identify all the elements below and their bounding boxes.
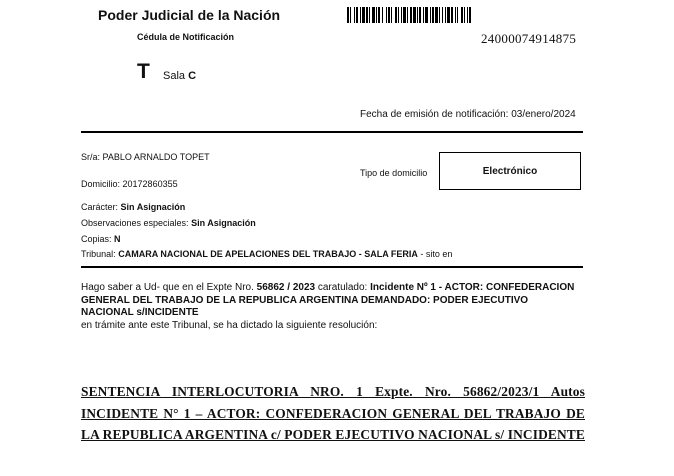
tribunal-line: [81, 249, 452, 259]
copias-line: [81, 234, 121, 244]
domicilio-label: Domicilio:: [81, 179, 121, 189]
observaciones-label: Observaciones especiales:: [81, 218, 189, 228]
caracter-value: Sin Asignación: [120, 202, 186, 212]
body-caratulado: caratulado:: [317, 282, 368, 293]
sr-label: Sr/a:: [81, 152, 101, 162]
sala-label: Sala: [163, 70, 186, 82]
sala-value: C: [188, 70, 197, 82]
barcode-number: 24000074914875: [481, 31, 577, 46]
tipo-domicilio-box: [439, 152, 581, 190]
notification-body: [81, 282, 581, 332]
divider-middle: [81, 266, 583, 268]
divider-top: [81, 131, 583, 133]
sala-letter: T: [137, 60, 150, 83]
sala-label-line: [163, 70, 196, 82]
barcode: [347, 7, 582, 23]
domicilio-line: [81, 179, 178, 189]
body-intro: Hago saber a Ud- que en el Expte Nro.: [81, 282, 254, 293]
domicilio-value: 20172860355: [122, 179, 178, 189]
observaciones-value: Sin Asignación: [191, 218, 256, 228]
sr-value: PABLO ARNALDO TOPET: [102, 152, 210, 162]
copias-value: N: [114, 234, 121, 244]
sentencia-heading: SENTENCIA INTERLOCUTORIA NRO. 1 Expte. Nro. 56862/2023/1 Autos INCIDENTE N° 1 – ACTOR: CONFEDERACION GENERAL DEL TRABAJO DE LA REPUBLICA ARGENTINA c/ PODER EJECUTIVO NACIONAL s/ INCIDENTE: [81, 384, 585, 442]
document-subtitle: Cédula de Notificación: [137, 32, 235, 42]
fecha-emision: Fecha de emisión de notificación: 03/enero/2024: [360, 109, 576, 120]
body-tramite: en trámite ante este Tribunal, se ha dictado la siguiente resolución:: [81, 319, 378, 331]
tribunal-label: Tribunal:: [81, 249, 116, 259]
observaciones-line: [81, 218, 256, 228]
document-title: Poder Judicial de la Nación: [98, 7, 281, 23]
tipo-domicilio-value: Electrónico: [482, 165, 538, 177]
copias-label: Copias:: [81, 234, 112, 244]
body-caratula: Incidente Nº 1 - ACTOR: CONFEDERACION GENERAL DEL TRABAJO DE LA REPUBLICA ARGENTINA DEMANDADO: PODER EJECUTIVO NACIONAL s/INCIDENTE: [81, 282, 575, 318]
tribunal-suffix: - sito en: [420, 249, 453, 259]
tipo-domicilio-label: Tipo de domicilio: [360, 168, 428, 178]
caracter-line: [81, 202, 185, 212]
body-expte: 56862 / 2023: [256, 282, 316, 293]
recipient-line: [81, 152, 210, 162]
caracter-label: Carácter:: [81, 202, 119, 212]
tribunal-value: CAMARA NACIONAL DE APELACIONES DEL TRABAJO - SALA FERIA: [118, 249, 418, 259]
